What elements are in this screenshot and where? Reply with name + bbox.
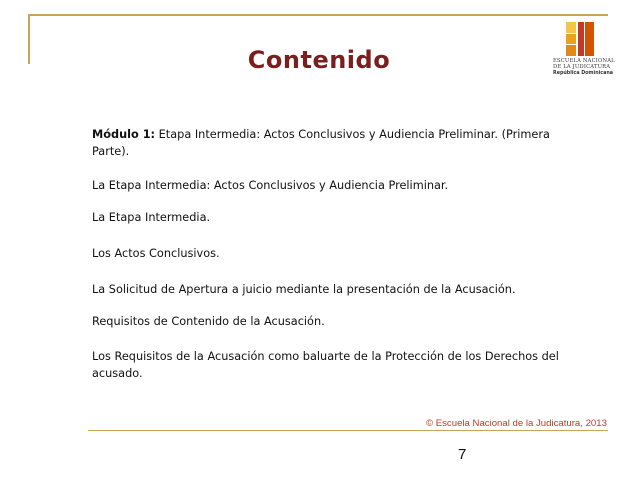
list-item-module — [92, 126, 572, 160]
judicatura-logo — [553, 22, 617, 92]
list-item: Los Requisitos de la Acusación como baluarte de la Protección de los Derechos del acusado. — [92, 350, 559, 380]
slide-title: Contenido — [247, 46, 391, 74]
list-item: La Etapa Intermedia: Actos Conclusivos y Audiencia Preliminar. — [92, 179, 449, 192]
list-item: La Etapa Intermedia. — [92, 211, 211, 224]
module-text: Etapa Intermedia: Actos Conclusivos y Audiencia Preliminar. (Primera Parte). — [92, 128, 550, 158]
logo-text — [553, 58, 617, 77]
list-item: Requisitos de Contenido de la Acusación. — [92, 315, 325, 328]
page-number: 7 — [458, 446, 467, 463]
module-label: Módulo 1: — [92, 128, 156, 141]
list-item: Los Actos Conclusivos. — [92, 247, 220, 260]
frame-bottom-line — [88, 430, 608, 431]
logo-line-1: ESCUELA NACIONAL — [553, 58, 615, 64]
logo-line-3: República Dominicana — [553, 71, 613, 76]
logo-line-2: DE LA JUDICATURA — [553, 64, 611, 70]
list-item: La Solicitud de Apertura a juicio mediante la presentación de la Acusación. — [92, 283, 516, 296]
frame-top-line — [28, 14, 608, 16]
logo-emblem-icon — [566, 22, 594, 56]
copyright-text: © Escuela Nacional de la Judicatura, 2013 — [426, 418, 607, 429]
